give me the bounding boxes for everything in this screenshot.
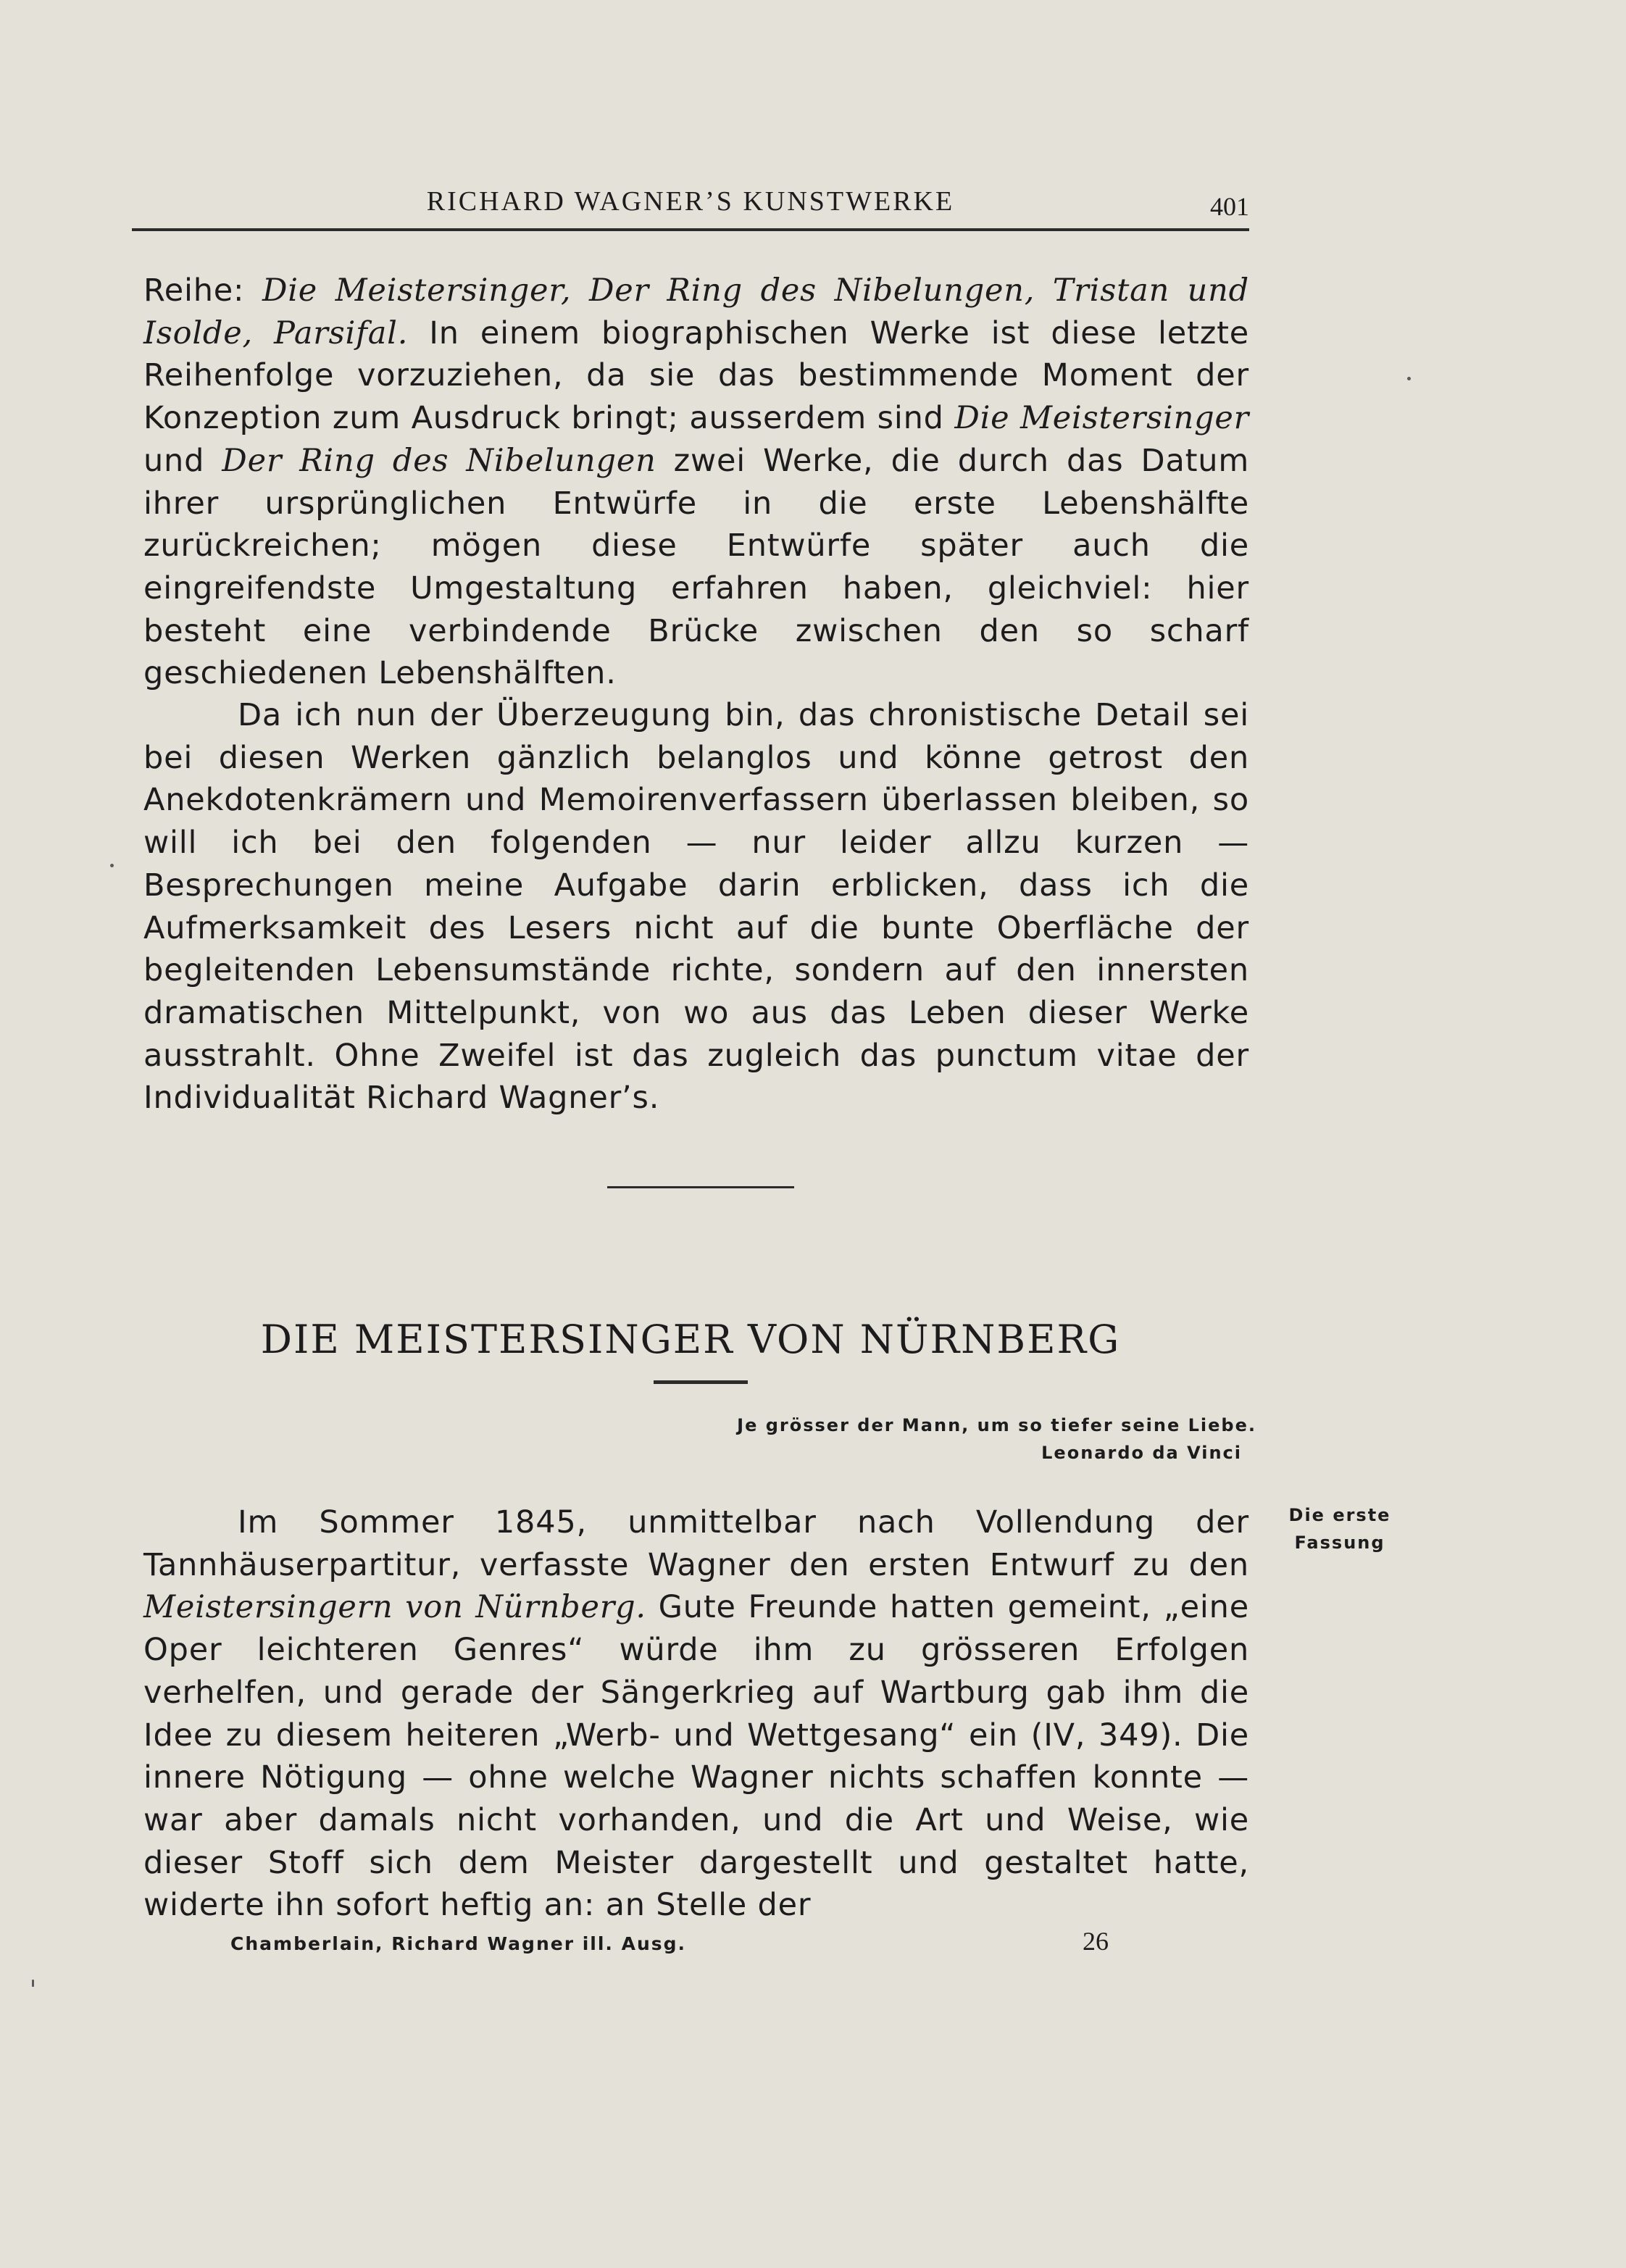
sheet-number: 26 [1083,1927,1109,1956]
section-divider [607,1186,794,1188]
running-title: RICHARD WAGNER’S KUNSTWERKE [426,186,955,217]
paper-speck [110,864,114,867]
paragraph-text [143,694,1249,1120]
paragraph-sommer-1845 [143,1501,1249,1927]
text-segment: In einem biographischen Werke ist diese letzte Reihenfolge vorzuziehen, da sie das bestimmende Moment der Konzeption zum Ausdruck bringt; ausserdem sind [143,314,1250,437]
text-segment: Reihe: [143,272,262,309]
italic-title-segment: Die Meistersinger, Der Ring des Nibelungen, Tristan und Isolde, Parsifal. [143,272,1249,351]
marginal-note-line: Fassung [1294,1533,1385,1553]
epigraph-quote: Je grösser der Mann, um so tiefer seine Liebe. [737,1415,1256,1435]
marginal-note [1285,1501,1394,1556]
running-head [132,181,1249,225]
paragraph-ueberzeugung [143,694,1249,1120]
italic-title-segment: Die Meistersinger [954,400,1249,437]
page-number: 401 [1210,192,1249,221]
italic-title-segment: Der Ring des Nibelungen [222,442,656,479]
paragraph-text [143,1501,1249,1927]
title-rule [654,1380,748,1384]
epigraph [737,1412,1256,1467]
paragraph-reihe [143,270,1249,695]
marginal-note-line: Die erste [1288,1505,1391,1525]
text-segment: Gute Freunde hatten gemeint, „eine Oper leichteren Genres“ würde ihm zu grösseren Erfolgen verhelfen, und gerade der Sängerkrieg auf Wartburg gab ihm die Idee zu diesem heiteren „Werb- und Wettgesang“ ein (IV, 349). Die innere Nötigung — ohne welche Wagner nichts schaffen konnte — war aber damals nicht vorhanden, und die Art und Weise, wie dieser Stoff sich dem Meister dargestellt und gestaltet hatte, widerte ihn sofort heftig an: an Stelle der [143,1589,1249,1924]
text-segment: zwei Werke, die durch das Datum ihrer ursprünglichen Entwürfe in die erste Lebenshälfte zurückreichen; mögen diese Entwürfe später auch die eingreifendste Umgestaltung erfahren haben, gleichviel: hier besteht eine verbindende Brücke zwischen den so scharf geschiedenen Lebenshälften. [143,442,1250,692]
paper-speck [1407,377,1411,380]
header-rule [132,228,1249,231]
paragraph-text [143,270,1249,695]
text-segment: und [143,442,222,479]
signature-line: Chamberlain, Richard Wagner ill. Ausg. [230,1933,687,1954]
chapter-title: DIE MEISTERSINGER VON NÜRNBERG [260,1316,1121,1362]
text-segment: Da ich nun der Überzeugung bin, das chronistische Detail sei bei diesen Werken gänzlich belanglos und könne getrost den Anekdotenkrämern und Memoirenverfassern überlassen bleiben, so will ich bei den folgenden — nur leider allzu kurzen — Besprechungen meine Aufgabe darin erblicken, dass ich die Aufmerksamkeit des Lesers nicht auf die bunte Oberfläche der begleitenden Lebensumstände richte, sondern auf den innersten dramatischen Mittelpunkt, von wo aus das Leben dieser Werke ausstrahlt. Ohne Zweifel ist das zugleich das punctum vitae der Individualität Richard Wagner’s. [143,697,1249,1117]
italic-title-segment: Meistersingern von Nürnberg. [143,1589,646,1626]
epigraph-author: Leonardo da Vinci [1041,1443,1242,1463]
paper-speck [32,1980,34,1987]
text-segment: Im Sommer 1845, unmittelbar nach Vollendung der Tannhäuserpartitur, verfasste Wagner den ersten Entwurf zu den [143,1504,1249,1583]
